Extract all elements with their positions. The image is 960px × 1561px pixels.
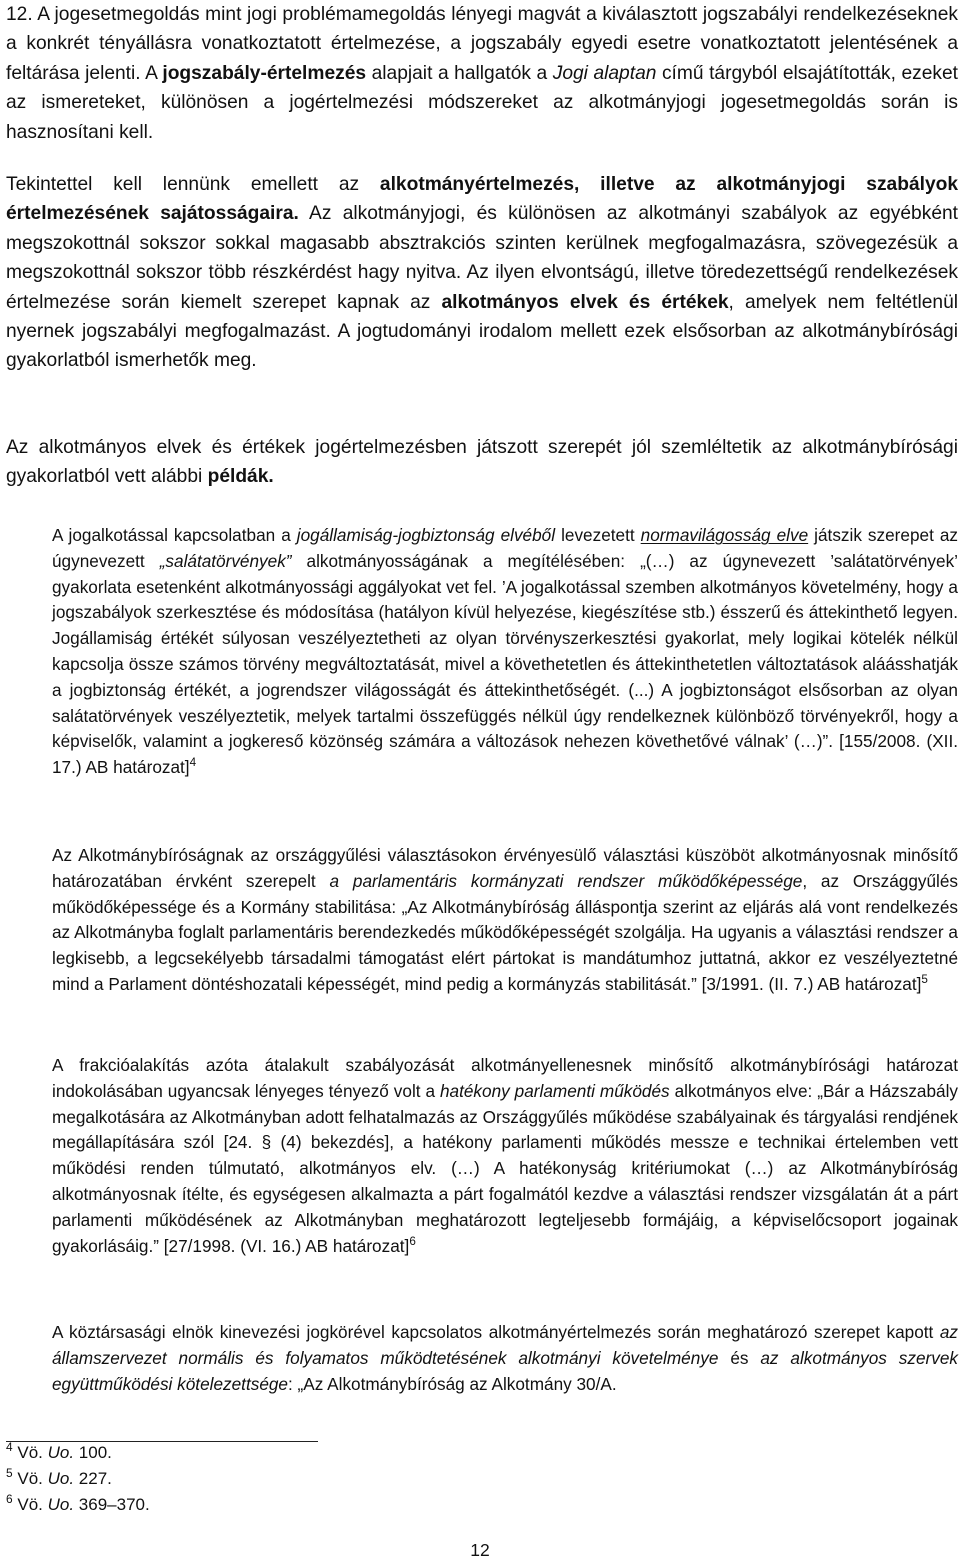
text-run: alkotmányosságának a megítélésében: „(…) az úgynevezett ’salátatörvények’ gyakorlata esetenként alkotmányossági aggályokat vet fel. ’A jogalkotással szemben alkotmányos követelmény, hogy a jogszabályok szerkesztése és módosítása (hatályon kívül helyezése, kiegészítése stb.) ésszerű és áttekinthető legyen. Jogállamiság értékét súlyosan veszélyeztetheti az olyan törvényszerkesztési gyakorlat, mely logikai kötelék nélkül kapcsolja össze számos törvény megváltoztatását, mivel a követhetetlen és áttekinthetetlen változtatások aláásshatják a jogbiztonság értékét, a jogrendszer világosságát és áttekinthetőségét. (...) A jogbiztonságot elsősorban az olyan salátatörvények veszélyeztetik, melyek tartalmi összefüggés nélkül úgy rendelkeznek különböző törvényekről, hogy a képviselők, valamint a jogkereső közönség számára a változások nehezen követhetővé válnak’ (…)”. [155/2008. (XII. 17.) AB határozat] (52, 550, 958, 778)
text-run: , az Országgyűlés működőképessége és a Kormány stabilitása: „Az Alkotmánybíróság álláspontja szerint az eljárás alá vont rendelkezés az Alkotmányba foglalt parlamentáris berendezkedés működőképességét szolgálja. Ha ugyanis a választási rendszer a legkisebb, a legcsekélyebb társadalmi támogatást elért pártokat is mandátumhoz juttatná, akkor ez veszélyeztetné mind a Parlament döntéshozatali képességét, mind pedig a kormányzás stabilitását.” [3/1991. (II. 7.) AB határozat] (52, 870, 959, 994)
text-run: és (718, 1347, 761, 1368)
footnote-abbrev: Uo. (47, 1495, 75, 1514)
bold-term: jogszabály-értelmezés (162, 62, 367, 84)
underlined-term: normavilágosság elve (640, 525, 809, 545)
bold-term: példák. (207, 466, 274, 488)
text-run: A jogalkotással kapcsolatban a (52, 525, 297, 545)
footnote-number: 6 (6, 1491, 13, 1506)
italic-term: a parlamentáris kormányzati rendszer működőképessége (329, 870, 803, 891)
text-run: , amelyek nem feltétlenül nyernek jogszabályi megfogalmazást. A jogtudományi irodalom mellett ezek elsősorban az alkotmánybírósági gyakorlatból ismerhetők meg. (6, 291, 959, 372)
footnote-number: 4 (6, 1439, 13, 1454)
text-run: A frakcióalakítás azóta átalakult szabályozását alkotmányellenesnek minősítő alkotmánybírósági határozat indokolásában ugyancsak lényeges tényező volt a (52, 1055, 958, 1101)
text-run: 12. A jogesetmegoldás mint jogi problémamegoldás lényegi magvát a kiválasztott jogszabályi rendelkezéseknek a konkrét tényállásra vonatkoztatott értelmezése, a jogszabály egyedi esetre vonatkoztatott jelentésének a feltárása jelenti. A (6, 4, 958, 84)
example-quote-legal-certainty (52, 523, 958, 781)
example-quote-president (52, 1320, 958, 1397)
italic-term: az alkotmányos szervek együttműködési kötelezettsége (52, 1347, 958, 1394)
text-run: című tárgyból elsajátították, ezeket az ismereteket, különösen a jogértelmezési módszereket az alkotmányjogi jogesetmegoldás során is hasznosítani kell. (6, 62, 958, 143)
footnote-text: 100. (74, 1443, 112, 1462)
paragraph-12-intro (6, 0, 958, 147)
text-run: Tekintettel kell lennünk emellett az (6, 174, 380, 195)
footnote-5 (6, 1466, 112, 1492)
example-quote-parliamentary-groups (52, 1053, 958, 1259)
footnote-text: Vö. (17, 1469, 48, 1488)
text-run: alkotmányos elve: „Bár a Házszabály megalkotására az Alkotmányban adott felhatalmazás az Országgyűlés működése szabályainak és tárgyalási rendjének megállapítására szól [24. § (4) bekezdés], a hatékony parlamenti működés messze e technikai értelemben vett működési renden túlmutató, alkotmányos elv. (…) A hatékonyság kritériumokat (…) az Alkotmánybíróság alkotmányosnak ítélte, és egységesen alkalmazta a párt fogalmától kezdve a választási rendszer vizsgálatán át a párt parlamenti működésének az Alkotmányban meghatározott legteljesebb formájáig, a képviselőcsoport jogainak gyakorlásáig.” [27/1998. (VI. 16.) AB határozat] (52, 1080, 958, 1256)
footnote-text: 227. (74, 1469, 112, 1488)
italic-term: hatékony parlamenti működés (439, 1080, 670, 1101)
footnote-text: Vö. (17, 1443, 48, 1462)
footnote-ref[interactable]: 6 (409, 1234, 416, 1248)
text-run: Az Alkotmánybíróságnak az országgyűlési választásokon érvényesülő választási küszöböt alkotmányosnak minősítő határozatában érvként szerepelt (52, 845, 958, 891)
page-number: 12 (470, 1540, 490, 1560)
text-run: Az alkotmányos elvek és értékek jogértelmezésben játszott szerepét jól szemléltetik az alkotmánybírósági gyakorlatból vett alábbi (6, 437, 958, 488)
text-run: Az alkotmányjogi, és különösen az alkotmányi szabályok az egyébként megszokottnál sokszor sokkal magasabb absztrakciós szinten kerülnek megfogalmazásra, szövegezésük a megszokottnál sokszor több részkérdést hagy nyitva. Az ilyen elvontságú, illetve töredezettségű rendelkezések értelmezése során kiemelt szerepet kapnak az (6, 203, 958, 313)
footnote-ref[interactable]: 4 (189, 756, 197, 770)
text-run: alapjait a hallgatók a (366, 62, 553, 84)
text-run: : „Az Alkotmánybíróság az Alkotmány 30/A. (288, 1373, 617, 1394)
footnote-6 (6, 1492, 150, 1518)
footnote-ref[interactable]: 5 (921, 972, 928, 986)
footnote-text: Vö. (17, 1495, 48, 1514)
bold-term: alkotmányértelmezés, illetve az alkotmányjogi szabályok értelmezésének sajátosságaira. (6, 174, 959, 225)
paragraph-constitutional-interpretation (6, 170, 958, 376)
italic-term: „salátatörvények” (159, 550, 292, 571)
text-run: A köztársasági elnök kinevezési jogkörével kapcsolatos alkotmányértelmezés során meghatározó szerepet kapott (52, 1322, 940, 1342)
footnote-4 (6, 1440, 112, 1466)
paragraph-examples-intro (6, 433, 958, 492)
italic-term: az államszervezet normális és folyamatos működtetésének alkotmányi követelménye (52, 1322, 958, 1368)
bold-term: alkotmányos elvek és értékek (441, 291, 729, 313)
footnote-number: 5 (6, 1465, 13, 1480)
text-run: levezetett (555, 525, 641, 545)
footnote-abbrev: Uo. (47, 1443, 75, 1462)
italic-term: jogállamiság-jogbiztonság elvéből (296, 525, 556, 545)
text-run: játszik szerepet az úgynevezett (52, 525, 959, 571)
footnote-abbrev: Uo. (47, 1469, 75, 1488)
course-title: Jogi alaptan (552, 62, 657, 84)
example-quote-parliamentary-system (52, 843, 958, 998)
footnote-text: 369–370. (74, 1495, 150, 1514)
